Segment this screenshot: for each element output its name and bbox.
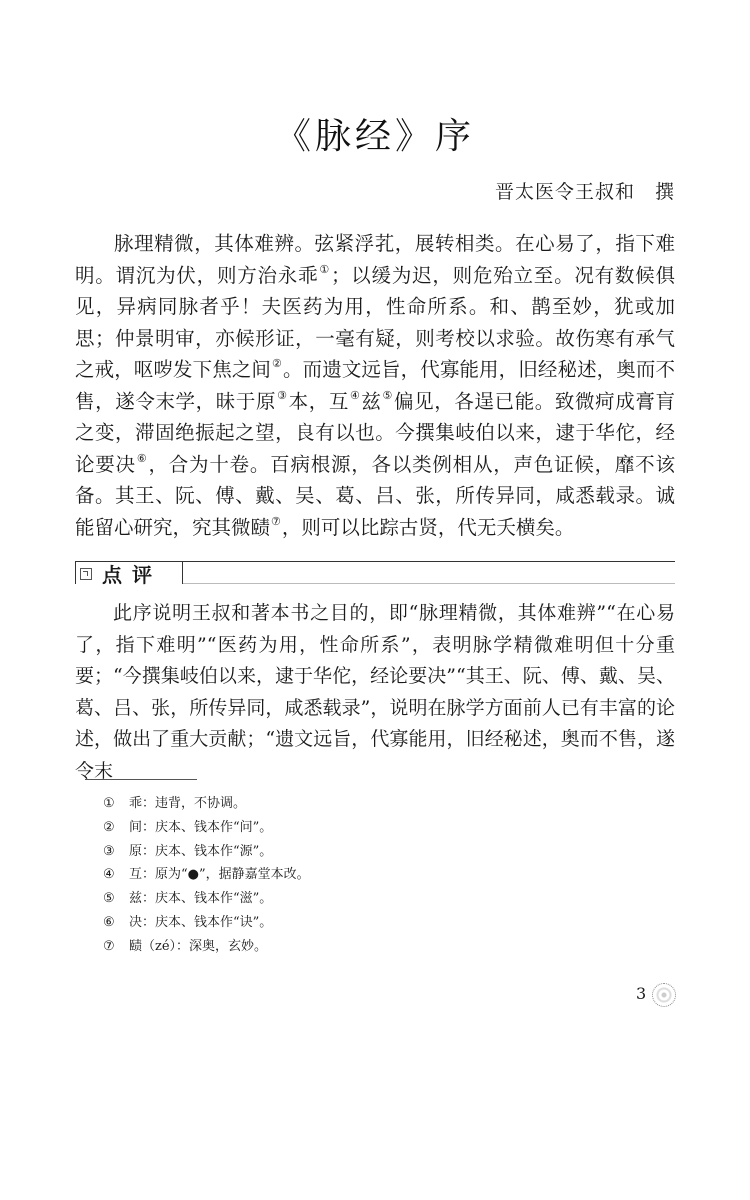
footnote-item	[103, 840, 310, 864]
commentary-header	[75, 561, 675, 585]
footnote-text: 乖：违背，不协调。	[129, 796, 247, 811]
footnote-text: 赜（zé）：深奥，玄妙。	[129, 938, 268, 954]
text-run: 。而遗文远旨，代寡能用，旧经秘述，奥而不售，遂令末学，昧于原	[75, 358, 675, 413]
text-run: ；以缓为迟，则危殆立至。况有数候俱见，异病同脉者乎！夫医药为用，性命所系。和、鹊至妙，犹或加思；仲景明审，亦候形证，一毫有疑，则考校以求验。故伤寒有承气之戒，呕哕发下焦之间	[75, 263, 675, 381]
footnote-item	[103, 792, 310, 816]
footnote-number: ①	[103, 796, 115, 811]
footnote-marker[interactable]: ⑤	[382, 388, 394, 402]
footnote-marker[interactable]: ②	[272, 357, 283, 370]
footnote-item	[103, 887, 310, 911]
footnote-item	[103, 935, 310, 959]
footnote-marker[interactable]: ⑦	[271, 514, 281, 528]
fret-ornament-icon	[80, 568, 92, 580]
page-number: 3	[636, 984, 647, 1003]
footnote-marker[interactable]: ③	[277, 388, 288, 402]
footnote-marker[interactable]: ⑥	[136, 451, 148, 465]
text-run: ，合为十卷。百病根源，各以类例相从，声色证候，靡不该备。其王、阮、傅、戴、吴、葛、吕、张，所传异同，咸悉载录。诚能留心研究，究其微赜	[75, 452, 675, 539]
footnote-item	[103, 863, 310, 887]
page-title: 《脉经》序	[274, 116, 475, 157]
footnote-text: 间：庆本、钱本作“问”。	[129, 819, 273, 835]
footnote-text: 原：庆本、钱本作“源”。	[129, 843, 273, 859]
footnote-marker[interactable]: ①	[319, 262, 330, 276]
footnote-number: ②	[103, 819, 115, 835]
preface-body	[75, 228, 675, 543]
decorative-medallion-icon	[652, 983, 676, 1007]
commentary-body: 此序说明王叔和著本书之目的，即“脉理精微，其体难辨”“在心易了，指下难明”“医药为用，性命所系”，表明脉学精微难明但十分重要；“今撰集岐伯以来，逮于华佗，经论要决”“其王、阮、傅、戴、吴、葛、吕、张，所传异同，咸悉载录”，说明在脉学方面前人已有丰富的论述，做出了重大贡献；“遗文远旨，代寡能用，旧经秘述，奥而不售，遂令末	[75, 602, 675, 782]
text-run: 脉理精微，其体难辨。弦紧浮芤，展转相类。在心易了，指下难明。谓沉为伏，则方治永乖	[75, 232, 675, 287]
footnote-text: 互：原为“●”，据静嘉堂本改。	[129, 867, 310, 883]
footnote-number: ⑥	[103, 914, 115, 930]
text-run: 本，互	[288, 389, 349, 413]
footnote-text: 兹：庆本、钱本作“滋”。	[129, 891, 273, 907]
footnote-number: ⑦	[103, 938, 115, 954]
footnote-marker[interactable]: ④	[349, 388, 361, 402]
header-tab	[75, 561, 183, 587]
footnote-text: 决：庆本、钱本作“诀”。	[129, 914, 273, 930]
footnote-item	[103, 816, 310, 840]
footnote-rule	[85, 779, 197, 780]
commentary-label: 点评	[102, 563, 162, 587]
footnote-item	[103, 911, 310, 935]
header-rule-top	[181, 561, 675, 562]
footnote-number: ④	[103, 867, 115, 883]
text-run: 兹	[361, 389, 382, 413]
footnote-list	[103, 792, 310, 959]
author-line: 晋太医令王叔和 撰	[494, 181, 675, 203]
footnote-number: ③	[103, 843, 115, 859]
footnote-number: ⑤	[103, 891, 115, 907]
text-run: ，则可以比踪古贤，代无夭横矣。	[281, 515, 575, 539]
text-run: 偏见，各逞已能。致微疴成膏肓之变，滞固绝振起之望，良有以也。今撰集岐伯以来，逮于华佗，经论要决	[75, 389, 675, 476]
